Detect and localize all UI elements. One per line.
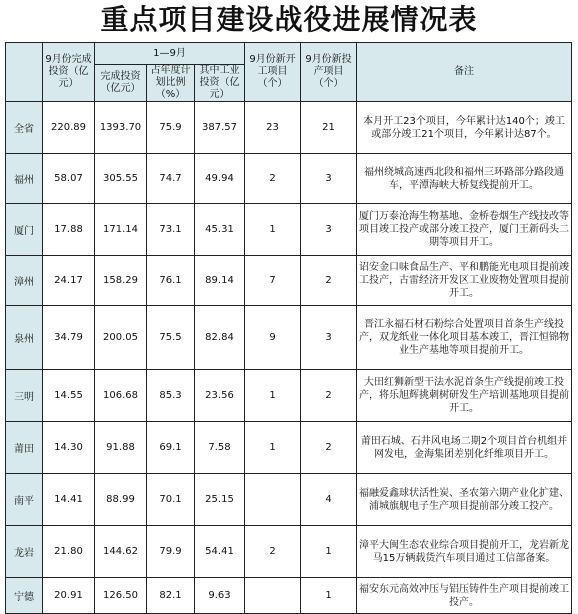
ratio-cell: 79.9 [147, 526, 195, 578]
sep-invest-cell: 14.41 [43, 474, 95, 526]
sep-invest-cell: 14.30 [43, 422, 95, 474]
table-row [6, 306, 572, 370]
header-sep-new-start: 9月份新开工项目（个） [245, 43, 301, 102]
new-start-cell: 7 [245, 256, 301, 306]
header-note: 备注 [357, 43, 572, 102]
new-start-cell: 2 [245, 154, 301, 204]
table-row [6, 526, 572, 578]
header-done-invest: 完成投资（亿元） [95, 65, 147, 102]
ratio-cell: 75.9 [147, 102, 195, 154]
ytd-invest-cell: 106.68 [95, 370, 147, 422]
ytd-invest-cell: 305.55 [95, 154, 147, 204]
new-prod-cell: 3 [301, 204, 357, 256]
header-region [6, 43, 43, 102]
ratio-cell: 76.1 [147, 256, 195, 306]
industry-cell: 23.56 [195, 370, 245, 422]
ratio-cell: 74.7 [147, 154, 195, 204]
note-cell: 厦门万泰沧海生物基地、金桥卷烟生产线技改等项目竣工投产或部分竣工投产，厦门王新码头二期等项目开工。 [357, 204, 572, 256]
ratio-cell: 69.1 [147, 422, 195, 474]
region-cell: 莆田 [6, 422, 43, 474]
industry-cell: 82.84 [195, 306, 245, 370]
note-cell: 莆田石城、石井风电场二期2个项目首台机组并网发电，金海集团差别化纤维项目开工。 [357, 422, 572, 474]
industry-cell: 9.63 [195, 578, 245, 614]
industry-cell: 45.31 [195, 204, 245, 256]
header-sep-invest: 9月份完成投资（亿元） [43, 43, 95, 102]
region-cell: 龙岩 [6, 526, 43, 578]
new-start-cell: 2 [245, 526, 301, 578]
ratio-cell: 85.3 [147, 370, 195, 422]
new-prod-cell: 3 [301, 154, 357, 204]
industry-cell: 49.94 [195, 154, 245, 204]
new-prod-cell: 1 [301, 526, 357, 578]
note-cell: 福融爱鑫球状活性炭、圣农第六期产业化扩建、浦城旗舰电子生产项目提前部分竣工投产。 [357, 474, 572, 526]
ratio-cell: 73.1 [147, 204, 195, 256]
sep-invest-cell: 34.79 [43, 306, 95, 370]
industry-cell: 54.41 [195, 526, 245, 578]
new-start-cell: 23 [245, 102, 301, 154]
sep-invest-cell: 220.89 [43, 102, 95, 154]
region-cell: 全省 [6, 102, 43, 154]
note-cell: 本月开工23个项目，今年累计达140个；竣工或部分竣工21个项目，今年累计达87个。 [357, 102, 572, 154]
note-cell: 漳平大闽生态农业综合项目提前开工，龙岩新龙马15万辆载货汽车项目通过工信部备案。 [357, 526, 572, 578]
industry-cell: 89.14 [195, 256, 245, 306]
industry-cell: 25.15 [195, 474, 245, 526]
note-cell: 福安东元高效冲压与铝压铸件生产项目提前竣工投产。 [357, 578, 572, 614]
table-row [6, 370, 572, 422]
new-start-cell: 1 [245, 370, 301, 422]
table-row [6, 204, 572, 256]
new-start-cell: 1 [245, 204, 301, 256]
sep-invest-cell: 14.55 [43, 370, 95, 422]
table-row [6, 102, 572, 154]
sep-invest-cell: 24.17 [43, 256, 95, 306]
new-start-cell [245, 578, 301, 614]
ratio-cell: 75.5 [147, 306, 195, 370]
table-row [6, 474, 572, 526]
ratio-cell: 82.1 [147, 578, 195, 614]
table-row [6, 256, 572, 306]
new-prod-cell: 2 [301, 256, 357, 306]
ytd-invest-cell: 126.50 [95, 578, 147, 614]
sep-invest-cell: 20.91 [43, 578, 95, 614]
sep-invest-cell: 58.07 [43, 154, 95, 204]
note-cell: 诏安金口味食品生产、平和鹏能光电项目提前竣工投产，古雷经济开发区工业废物处置项目提前开工。 [357, 256, 572, 306]
header-jan-sep: 1—9月 [95, 43, 245, 65]
new-prod-cell: 2 [301, 370, 357, 422]
region-cell: 宁德 [6, 578, 43, 614]
header-sep-new-prod: 9月份新投产项目（个） [301, 43, 357, 102]
new-start-cell [245, 474, 301, 526]
region-cell: 厦门 [6, 204, 43, 256]
note-cell: 晋江永福石材石粉综合处置项目首条生产线投产，双龙纸业一体化项目基本竣工，晋江恒锦物业生产基地等项目提前开工。 [357, 306, 572, 370]
progress-table [5, 42, 572, 614]
ytd-invest-cell: 158.29 [95, 256, 147, 306]
ytd-invest-cell: 144.62 [95, 526, 147, 578]
table-row [6, 422, 572, 474]
ytd-invest-cell: 88.99 [95, 474, 147, 526]
page-title: 重点项目建设战役进展情况表 [100, 3, 478, 36]
header-ratio: 占年度计划比例（%） [147, 65, 195, 102]
note-cell: 福州绕城高速西北段和福州三环路部分路段通车，平潭海峡大桥复线提前开工。 [357, 154, 572, 204]
region-cell: 南平 [6, 474, 43, 526]
ytd-invest-cell: 171.14 [95, 204, 147, 256]
region-cell: 漳州 [6, 256, 43, 306]
region-cell: 三明 [6, 370, 43, 422]
sep-invest-cell: 21.80 [43, 526, 95, 578]
new-prod-cell: 21 [301, 102, 357, 154]
ytd-invest-cell: 91.88 [95, 422, 147, 474]
ytd-invest-cell: 1393.70 [95, 102, 147, 154]
region-cell: 福州 [6, 154, 43, 204]
table-row [6, 154, 572, 204]
region-cell: 泉州 [6, 306, 43, 370]
new-prod-cell: 1 [301, 578, 357, 614]
table-row [6, 578, 572, 614]
new-start-cell: 1 [245, 422, 301, 474]
ratio-cell: 70.1 [147, 474, 195, 526]
industry-cell: 387.57 [195, 102, 245, 154]
sep-invest-cell: 17.88 [43, 204, 95, 256]
new-start-cell: 9 [245, 306, 301, 370]
note-cell: 大田红狮新型干法水泥首条生产线提前竣工投产，将乐旭辉挑刺树研发生产培训基地项目提前开工。 [357, 370, 572, 422]
industry-cell: 7.58 [195, 422, 245, 474]
new-prod-cell: 3 [301, 306, 357, 370]
new-prod-cell: 4 [301, 474, 357, 526]
header-industry-invest: 其中工业投资（亿元） [195, 65, 245, 102]
ytd-invest-cell: 200.05 [95, 306, 147, 370]
new-prod-cell: 2 [301, 422, 357, 474]
